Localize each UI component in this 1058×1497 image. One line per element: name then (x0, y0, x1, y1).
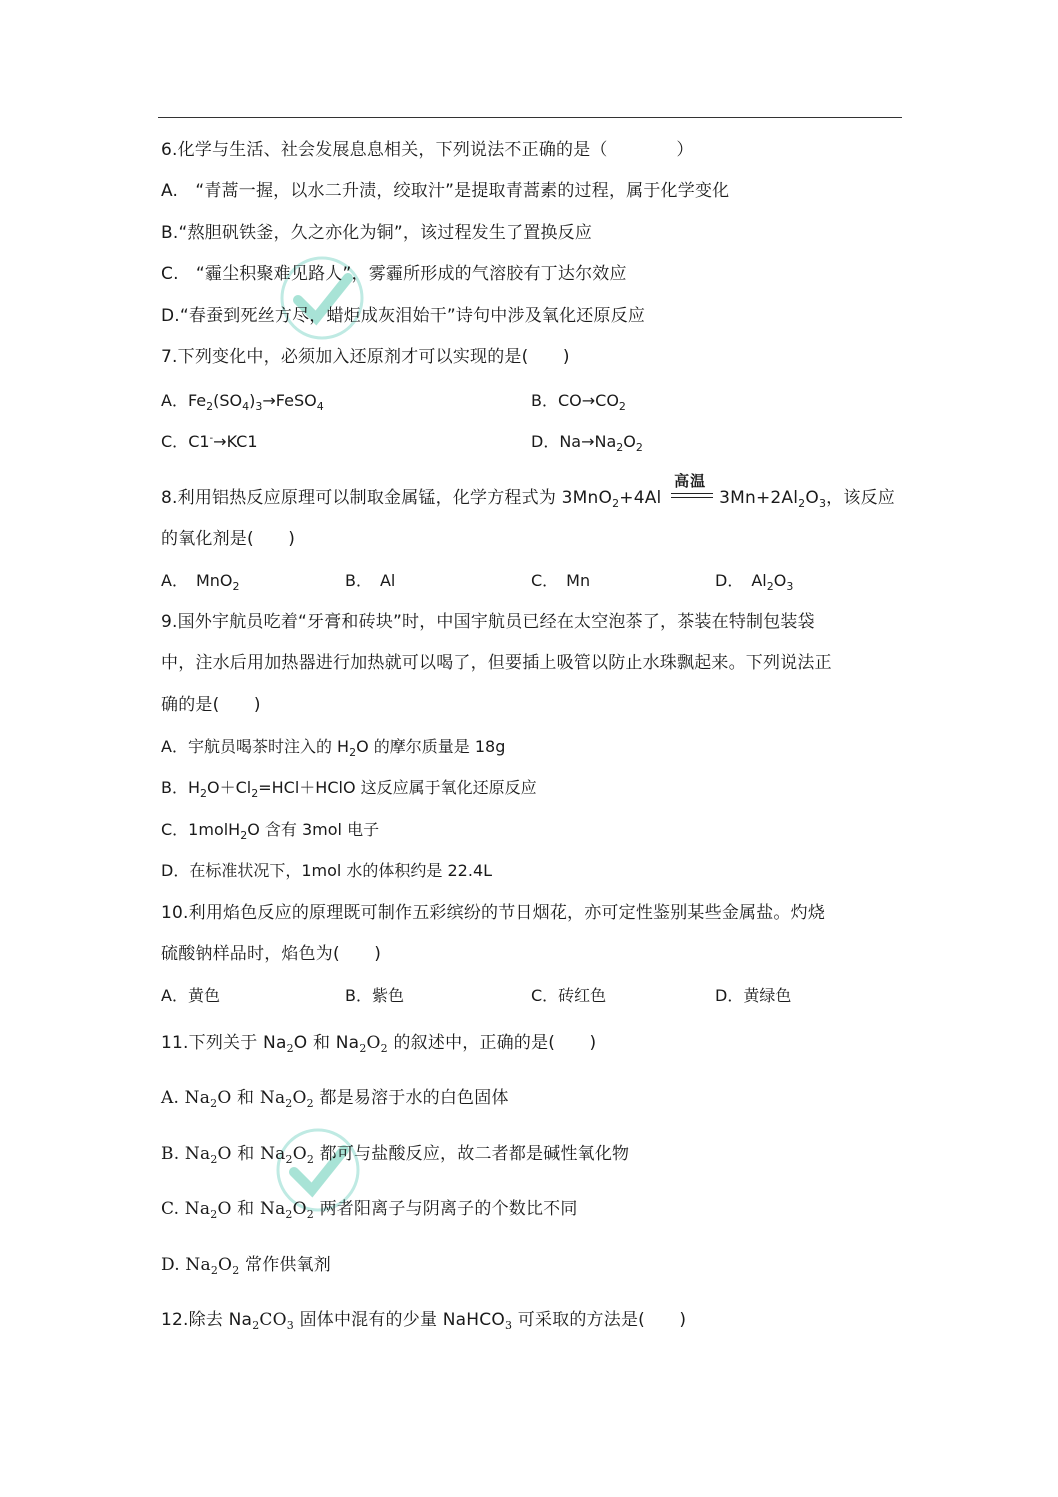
q11-stem: 11.下列关于 $Na_2O$ 和 $Na_2O_2$ 的叙述中，正确的是( ) (161, 1033, 597, 1055)
q9-option-d: D．在标准状况下，1mol 水的体积约是 22.4L (161, 861, 493, 880)
q8-option-c: C． Mn (531, 571, 591, 590)
q9-stem-line2: 中，注水后用加热器进行加热就可以喝了，但要插上吸管以防止水珠飘起来。下列说法正 (161, 653, 832, 673)
q6-option-b: B.“熬胆矾铁釜，久之亦化为铜”，该过程发生了置换反应 (161, 223, 593, 243)
q11-option-b: B. $Na_2O$ 和 $Na_2O_2$ 都可与盐酸反应，故二者都是碱性氧化物 (161, 1144, 630, 1166)
q7-option-c: C．C1-→KC1 (161, 432, 258, 451)
q6-option-a: A. “青蒿一握，以水二升渍，绞取汁”是提取青蒿素的过程，属于化学变化 (161, 181, 730, 201)
q9-option-a: A．宇航员喝茶时注入的 $H_2O$ 的摩尔质量是 18g (161, 737, 506, 759)
q8-option-d: D． $Al_2O_3$ (715, 571, 794, 593)
q9-option-b: B．$H_2O+Cl_2=HCl+HClO$ 这反应属于氧化还原反应 (161, 778, 537, 800)
q7-option-a: A．$Fe_2(SO_4)_3\to FeSO_4$ (161, 391, 324, 413)
reaction-condition: 高温 (671, 483, 713, 505)
q10-stem-line2: 硫酸钠样品时，焰色为( ) (161, 944, 382, 964)
header-rule (158, 117, 902, 118)
q10-option-c: C．砖红色 (531, 986, 607, 1005)
q8-option-b: B． Al (345, 571, 396, 590)
q12-stem: 12.除去 $Na_2CO_3$ 固体中混有的少量 NaHCO$_3$ 可采取的方法是( ) (161, 1310, 687, 1332)
q9-stem-line1: 9.国外宇航员吃着“牙膏和砖块”时，中国宇航员已经在太空泡茶了，茶装在特制包装袋 (161, 612, 815, 632)
q6-option-c: C. “霾尘积聚难见路人”，雾霾所形成的气溶胶有丁达尔效应 (161, 264, 627, 284)
q9-option-c: C．1molH$_2$O 含有 3mol 电子 (161, 820, 380, 842)
q11-option-c: C. $Na_2O$ 和 $Na_2O_2$ 两者阳离子与阴离子的个数比不同 (161, 1199, 578, 1221)
q10-option-b: B．紫色 (345, 986, 404, 1005)
q9-stem-line3: 确的是( ) (161, 695, 261, 715)
q7-option-b: B．$CO\to CO_2$ (531, 391, 626, 413)
q8-stem: 8.利用铝热反应原理可以制取金属锰，化学方程式为 3MnO$_2$+4Al 高温 $3Mn+2Al_2O_3$，该反应 (161, 472, 895, 510)
q10-option-a: A．黄色 (161, 986, 220, 1005)
q11-option-d: D. $Na_2O_2$ 常作供氧剂 (161, 1255, 331, 1277)
q7-stem: 7.下列变化中，必须加入还原剂才可以实现的是( ) (161, 347, 570, 367)
q10-stem-line1: 10.利用焰色反应的原理既可制作五彩缤纷的节日烟花，亦可定性鉴别某些金属盐。灼烧 (161, 903, 826, 923)
q11-option-a: A. $Na_2O$ 和 $Na_2O_2$ 都是易溶于水的白色固体 (161, 1088, 509, 1110)
q6-stem: 6.化学与生活、社会发展息息相关，下列说法不正确的是（ ） (161, 140, 694, 160)
q10-option-d: D．黄绿色 (715, 986, 792, 1005)
q8-stem-line2: 的氧化剂是( ) (161, 529, 296, 549)
q7-option-d: D．$Na\to Na_2O_2$ (531, 432, 643, 454)
q6-option-d: D.“春蚕到死丝方尽，蜡炬成灰泪始干”诗句中涉及氧化还原反应 (161, 306, 646, 326)
q8-option-a: A． MnO$_2$ (161, 571, 240, 593)
watermark-logo-top (262, 238, 382, 358)
